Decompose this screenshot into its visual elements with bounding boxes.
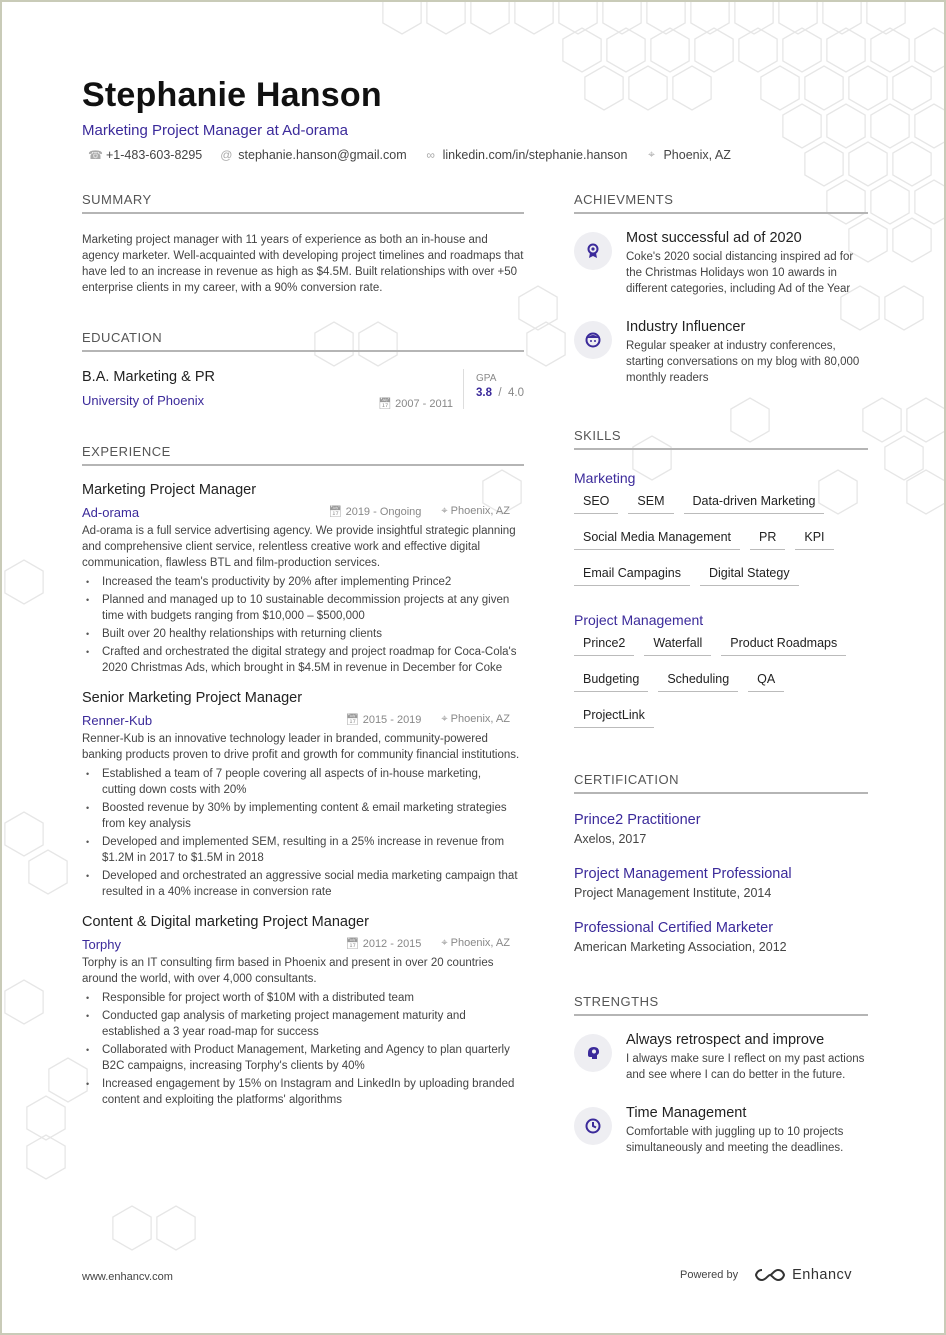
experience-heading: EXPERIENCE xyxy=(82,444,524,466)
hexagon-decoration xyxy=(691,2,729,34)
hexagon-decoration xyxy=(559,2,597,34)
candidate-name: Stephanie Hanson xyxy=(82,76,382,114)
hexagon-decoration xyxy=(867,2,905,34)
hexagon-decoration xyxy=(893,66,931,110)
hexagon-decoration xyxy=(783,28,821,72)
enhancv-logo-icon xyxy=(754,1267,786,1283)
hexagon-decoration xyxy=(563,28,601,72)
job-bullet: • Boosted revenue by 30% by implementing content & email marketing strategies from key analysis xyxy=(82,800,524,832)
hexagon-decoration xyxy=(907,398,945,442)
achievement-title: Industry Influencer xyxy=(626,319,746,335)
contact-item[interactable] xyxy=(645,147,730,162)
job-bullet: • Increased the team's productivity by 20% after implementing Prince2 xyxy=(82,574,524,590)
job-bullet: • Crafted and orchestrated the digital strategy and project roadmap for Coca-Cola's 2020 Christmas Ads, which brought in $4.5M in revenue in December for Coke xyxy=(82,644,524,676)
job-location xyxy=(441,713,510,728)
job-description: Ad-orama is a full service advertising agency. We provide insightful strategic planning and comprehensive client service, relentless creative work and effective digital communication, flawless BTL and film-production services. xyxy=(82,525,516,569)
hexagon-decoration xyxy=(5,980,43,1024)
contact-item[interactable] xyxy=(425,147,628,162)
hexagon-decoration xyxy=(871,28,909,72)
right-column xyxy=(574,192,868,1156)
gpa-label: GPA xyxy=(476,373,497,384)
footer-website[interactable]: www.enhancv.com xyxy=(82,1271,173,1283)
hexagon-decoration xyxy=(29,850,67,894)
achievement-body xyxy=(626,319,868,386)
email-icon: @ xyxy=(220,147,233,162)
influencer-icon-glyph xyxy=(584,331,602,349)
job-bullets xyxy=(82,766,524,900)
calendar-icon: 📅︎ xyxy=(345,714,363,726)
skill-tag: Budgeting xyxy=(574,670,648,692)
hexagon-decoration xyxy=(735,2,773,34)
hexagon-decoration xyxy=(113,1206,151,1250)
job-bullet: • Planned and managed up to 10 sustainable decommission projects at any given time with budgets ranging from $10,000 – $500,000 xyxy=(82,592,524,624)
hexagon-decoration xyxy=(5,560,43,604)
hexagon-decoration xyxy=(915,104,946,148)
contact-item[interactable] xyxy=(220,147,406,162)
job-date-range xyxy=(329,505,422,520)
head-icon-glyph xyxy=(584,1044,602,1062)
candidate-role: Marketing Project Manager at Ad-orama xyxy=(82,122,348,139)
summary-heading: SUMMARY xyxy=(82,192,524,214)
skill-tag: Waterfall xyxy=(644,634,711,656)
contact-text: +1-483-603-8295 xyxy=(106,147,203,162)
skills-list xyxy=(574,470,868,728)
degree: B.A. Marketing & PR xyxy=(82,369,215,385)
hexagon-decoration xyxy=(471,2,509,34)
job-date-text: 2012 - 2015 xyxy=(362,938,422,950)
hexagon-decoration xyxy=(915,28,946,72)
job-bullet: • Established a team of 7 people covering all aspects of in-house marketing, cutting down costs with 20% xyxy=(82,766,524,798)
company-name: Ad-orama xyxy=(82,505,140,520)
job-bullet: • Conducted gap analysis of marketing project management maturity and established a 3 year road-map for success xyxy=(82,1008,524,1040)
gpa-box xyxy=(463,369,524,409)
certification-item xyxy=(574,866,868,900)
school-name: University of Phoenix xyxy=(82,393,205,408)
certification-title: Professional Certified Marketer xyxy=(574,920,774,936)
job-dates xyxy=(346,937,524,952)
job-date-range xyxy=(346,713,422,728)
education-heading: EDUCATION xyxy=(82,330,524,352)
job-date-range xyxy=(346,937,422,952)
hexagon-decoration xyxy=(827,28,865,72)
job-bullet: • Built over 20 healthy relationships with returning clients xyxy=(82,626,524,642)
award-icon xyxy=(574,232,612,270)
skill-tag: Digital Stategy xyxy=(700,564,799,586)
job-location xyxy=(441,505,510,520)
strength-body xyxy=(626,1032,868,1083)
contact-item[interactable] xyxy=(88,147,202,162)
calendar-icon: 📅︎ xyxy=(345,938,363,950)
skill-tag: Scheduling xyxy=(658,670,738,692)
education-dates xyxy=(378,397,453,410)
location-icon: ⌖ xyxy=(441,937,451,949)
hexagon-decoration xyxy=(383,2,421,34)
job-meta xyxy=(82,505,524,520)
skill-tag: Social Media Management xyxy=(574,528,740,550)
contact-text: linkedin.com/in/stephanie.hanson xyxy=(442,147,628,162)
strength-item xyxy=(574,1105,868,1156)
hexagon-decoration xyxy=(5,812,43,856)
job-bullets xyxy=(82,990,524,1108)
skill-tag: KPI xyxy=(795,528,833,550)
gpa-value: 3.8 / 4.0 xyxy=(476,387,524,399)
skill-tag: Prince2 xyxy=(574,634,634,656)
certification-list xyxy=(574,812,868,954)
job-entry xyxy=(82,482,524,676)
phone-icon: ☎ xyxy=(88,147,103,162)
company-name: Renner-Kub xyxy=(82,713,153,728)
achievement-description: Regular speaker at industry conferences, starting conversations on my blog with 80,000 monthly readers xyxy=(626,340,860,384)
hexagon-decoration xyxy=(739,28,777,72)
job-bullet: • Developed and orchestrated an aggressive social media marketing campaign that resulted in a 40% increase in conversion rate xyxy=(82,868,524,900)
achievement-title: Most successful ad of 2020 xyxy=(626,230,802,246)
skill-tag: SEM xyxy=(628,492,673,514)
job-dates xyxy=(329,505,524,520)
left-column xyxy=(82,192,524,1110)
powered-by-label: Powered by xyxy=(680,1269,739,1281)
strength-title: Time Management xyxy=(626,1105,747,1121)
skill-tag: Product Roadmaps xyxy=(721,634,846,656)
job-date-text: 2019 - Ongoing xyxy=(345,506,422,518)
enhancv-logo-text: Enhancv xyxy=(792,1267,853,1283)
location-icon: ⌖ xyxy=(441,713,451,725)
hexagon-decoration xyxy=(607,28,645,72)
contact-bar xyxy=(82,147,882,162)
award-icon-glyph xyxy=(584,242,602,260)
certification-issuer: Project Management Institute, 2014 xyxy=(574,886,772,900)
certification-issuer: American Marketing Association, 2012 xyxy=(574,940,787,954)
skill-group-title: Project Management xyxy=(574,612,704,628)
hexagon-decoration xyxy=(885,436,923,480)
job-bullet: • Increased engagement by 15% on Instagram and LinkedIn by uploading branded content and exploiting the platforms' algorithms xyxy=(82,1076,524,1108)
job-location-text: Phoenix, AZ xyxy=(450,937,510,949)
skills-heading: SKILLS xyxy=(574,428,868,450)
certification-item xyxy=(574,920,868,954)
location-icon: ⌖ xyxy=(648,147,655,161)
head-icon xyxy=(574,1034,612,1072)
achievement-description: Coke's 2020 social distancing inspired ad for the Christmas Holidays won 10 awards in different categories, including Ad of the Year xyxy=(626,251,854,295)
contact-text: Phoenix, AZ xyxy=(663,147,731,162)
company-name: Torphy xyxy=(82,937,122,952)
strength-title: Always retrospect and improve xyxy=(626,1032,825,1048)
hexagon-decoration xyxy=(27,1135,65,1179)
achievement-body xyxy=(626,230,868,297)
certification-issuer: Axelos, 2017 xyxy=(574,832,647,846)
hexagon-decoration xyxy=(779,2,817,34)
hexagon-decoration xyxy=(695,28,733,72)
hexagon-decoration xyxy=(647,2,685,34)
job-title: Marketing Project Manager xyxy=(82,482,257,498)
achievement-item xyxy=(574,319,868,386)
summary-text: Marketing project manager with 11 years of experience as both an in-house and agency marketer. Well-acquainted with developing project timelines and roadmaps that have led to an increase in revenue as high as $4.5M. Built relationships with over +50 enterprise clients in my career, with a 90% conversion rate. xyxy=(82,234,524,294)
strength-body xyxy=(626,1105,868,1156)
achievements-list xyxy=(574,230,868,386)
hexagon-decoration xyxy=(527,322,565,366)
job-title: Senior Marketing Project Manager xyxy=(82,690,303,706)
job-bullet: • Responsible for project worth of $10M with a distributed team xyxy=(82,990,524,1006)
resume-header xyxy=(82,76,882,162)
job-location-text: Phoenix, AZ xyxy=(450,505,510,517)
clock-icon-glyph xyxy=(584,1117,602,1135)
hexagon-decoration xyxy=(893,142,931,186)
skill-group-title: Marketing xyxy=(574,470,636,486)
hexagon-decoration xyxy=(427,2,465,34)
experience-list xyxy=(82,482,524,1108)
hexagon-decoration xyxy=(885,286,923,330)
skill-tag: QA xyxy=(748,670,784,692)
hexagon-decoration xyxy=(603,2,641,34)
hexagon-decoration xyxy=(863,398,901,442)
skill-tags xyxy=(574,492,868,586)
skill-tag: Data-driven Marketing xyxy=(684,492,825,514)
skill-tag: SEO xyxy=(574,492,618,514)
job-bullet: • Collaborated with Product Management, Marketing and Agency to plan quarterly B2C campaigns, increasing Torphy's clients by 40% xyxy=(82,1042,524,1074)
hexagon-decoration xyxy=(27,1096,65,1140)
job-entry xyxy=(82,690,524,900)
footer-brand xyxy=(680,1267,852,1283)
influencer-icon xyxy=(574,321,612,359)
clock-icon xyxy=(574,1107,612,1145)
strengths-list xyxy=(574,1032,868,1156)
certification-heading: CERTIFICATION xyxy=(574,772,868,794)
job-description: Torphy is an IT consulting firm based in Phoenix and present in over 20 countries around the world, with over 4,000 consultants. xyxy=(82,957,494,985)
certification-item xyxy=(574,812,868,846)
job-meta xyxy=(82,937,524,952)
job-entry xyxy=(82,914,524,1108)
hexagon-decoration xyxy=(893,218,931,262)
calendar-icon: 📅︎ xyxy=(328,506,346,518)
strengths-heading: STRENGTHS xyxy=(574,994,868,1016)
contact-text: stephanie.hanson@gmail.com xyxy=(238,147,407,162)
skill-tags xyxy=(574,634,868,728)
hexagon-decoration xyxy=(651,28,689,72)
achievement-item xyxy=(574,230,868,297)
strength-description: Comfortable with juggling up to 10 projects simultaneously and meeting the deadlines. xyxy=(626,1126,844,1154)
calendar-icon: 📅︎ xyxy=(378,398,393,410)
skill-tag: Email Campagins xyxy=(574,564,690,586)
education-entry xyxy=(82,369,524,410)
hexagon-decoration xyxy=(871,180,909,224)
job-bullet: • Developed and implemented SEM, resulting in a 25% increase in revenue from $1.2M in 2017 to $1.5M in 2018 xyxy=(82,834,524,866)
strength-description: I always make sure I reflect on my past actions and see where I can do better in the future. xyxy=(626,1053,865,1081)
skill-tag: PR xyxy=(750,528,785,550)
strength-item xyxy=(574,1032,868,1083)
location-icon: ⌖ xyxy=(441,505,451,517)
job-dates xyxy=(346,713,524,728)
job-description: Renner-Kub is an innovative technology leader in branded, community-powered banking products proven to drive profit and growth for community financial institutions. xyxy=(82,733,520,761)
job-location-text: Phoenix, AZ xyxy=(450,713,510,725)
job-title: Content & Digital marketing Project Manager xyxy=(82,914,369,930)
link-icon: ∞ xyxy=(426,147,435,162)
hexagon-decoration xyxy=(519,286,557,330)
certification-title: Project Management Professional xyxy=(574,866,792,882)
achievements-heading: ACHIEVMENTS xyxy=(574,192,868,214)
education-date-text: 2007 - 2011 xyxy=(395,398,454,410)
certification-title: Prince2 Practitioner xyxy=(574,812,701,828)
job-bullets xyxy=(82,574,524,676)
enhancv-logo[interactable] xyxy=(754,1267,852,1283)
job-location xyxy=(441,937,510,952)
hexagon-decoration xyxy=(915,180,946,224)
hexagon-decoration xyxy=(157,1206,195,1250)
skill-tag: ProjectLink xyxy=(574,706,654,728)
job-meta xyxy=(82,713,524,728)
hexagon-decoration xyxy=(515,2,553,34)
job-date-text: 2015 - 2019 xyxy=(362,714,422,726)
hexagon-decoration xyxy=(823,2,861,34)
hexagon-decoration xyxy=(907,470,945,514)
